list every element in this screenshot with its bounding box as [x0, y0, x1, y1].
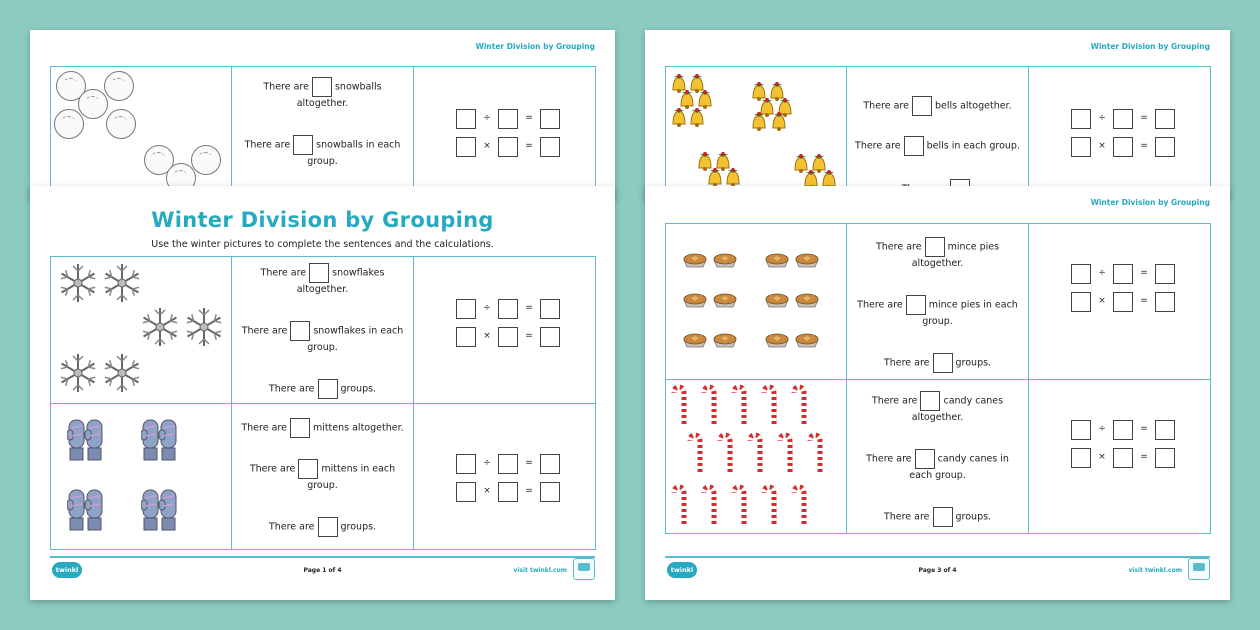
sentence-text: altogether.	[911, 258, 964, 269]
answer-box[interactable]	[912, 96, 932, 116]
mince-pie-icon	[764, 252, 790, 268]
sentence-text: mittens altogether.	[312, 422, 404, 434]
snowflake-icon	[56, 261, 100, 305]
equals-sign: =	[525, 331, 533, 341]
snowballs-sentences	[232, 67, 414, 200]
calc-box[interactable]	[1155, 264, 1175, 284]
candy-cane-icon	[730, 384, 750, 426]
sentence-text: altogether.	[296, 284, 349, 295]
answer-box[interactable]	[318, 517, 338, 537]
candy-cane-icon	[746, 432, 766, 474]
sentence-text: groups.	[955, 357, 992, 369]
footer-divider	[50, 556, 595, 558]
page-number: Page 1 of 4	[303, 567, 342, 574]
candy-canes-picture	[666, 380, 847, 533]
snowflake-icon	[56, 351, 100, 395]
divide-sign: ÷	[483, 303, 491, 313]
candy-cane-icon	[700, 384, 720, 426]
answer-box[interactable]	[298, 459, 318, 479]
calc-box[interactable]	[1155, 420, 1175, 440]
calc-box[interactable]	[1071, 292, 1091, 312]
worksheet-page-1	[30, 186, 615, 600]
bell-icon	[706, 167, 724, 187]
equals-sign: =	[525, 458, 533, 468]
mince-pie-icon	[712, 292, 738, 308]
calc-box[interactable]	[498, 299, 518, 319]
candy-cane-icon	[670, 384, 690, 426]
worksheet-table	[50, 66, 596, 200]
sentence-text: There are	[871, 395, 918, 407]
candy-cane-icon	[806, 432, 826, 474]
snowflake-icon	[100, 351, 144, 395]
mitten-icon	[67, 482, 103, 534]
answer-box[interactable]	[904, 136, 924, 156]
sentence-text: group.	[307, 480, 338, 491]
visit-link[interactable]: visit twinkl.com	[513, 567, 567, 574]
bell-icon	[770, 111, 788, 131]
snowflake-icon	[182, 305, 226, 349]
calc-box[interactable]	[1113, 292, 1133, 312]
mince-pie-icon	[764, 332, 790, 348]
candy-canes-calculations	[1029, 380, 1210, 533]
sentence-text: altogether.	[911, 412, 964, 423]
candy-cane-icon	[700, 484, 720, 526]
calc-box[interactable]	[1113, 137, 1133, 157]
sentence-text: There are	[241, 325, 288, 337]
calc-box[interactable]	[456, 482, 476, 502]
calc-box[interactable]	[1155, 137, 1175, 157]
snowball-icon	[191, 145, 221, 175]
mitten-icon	[141, 482, 177, 534]
equals-sign: =	[1140, 113, 1148, 123]
table-row-mince-pies	[666, 224, 1210, 379]
answer-box[interactable]	[309, 263, 329, 283]
sentence-text: candy canes	[943, 395, 1004, 407]
mince-pies-sentences	[847, 224, 1029, 379]
calc-box[interactable]	[1071, 264, 1091, 284]
sentence-text: There are	[260, 267, 307, 279]
twinkl-logo: twinkl	[667, 562, 697, 578]
multiply-sign: ×	[1098, 452, 1106, 462]
divide-sign: ÷	[1098, 113, 1106, 123]
worksheet-title: Winter Division by Grouping	[151, 208, 494, 232]
sentence-text: mince pies	[947, 241, 1000, 253]
equals-sign: =	[1140, 296, 1148, 306]
equals-sign: =	[1140, 424, 1148, 434]
page-header: Winter Division by Grouping	[1090, 42, 1210, 51]
mittens-calculations	[414, 404, 595, 549]
mince-pies-picture	[666, 224, 847, 379]
candy-cane-icon	[760, 484, 780, 526]
answer-box[interactable]	[318, 379, 338, 399]
bell-icon	[688, 107, 706, 127]
calc-box[interactable]	[1071, 448, 1091, 468]
qr-code-icon	[1188, 558, 1210, 580]
divide-sign: ÷	[483, 458, 491, 468]
sentence-text: There are	[863, 100, 909, 112]
twinkl-logo: twinkl	[52, 562, 82, 578]
calc-box[interactable]	[1113, 264, 1133, 284]
sentence-text: snowballs	[334, 81, 382, 93]
sentence-text: There are	[883, 511, 930, 523]
sentence-text: There are	[855, 140, 901, 152]
calc-box[interactable]	[498, 482, 518, 502]
mince-pie-icon	[712, 252, 738, 268]
sentence-text: snowflakes in each	[313, 325, 404, 337]
mitten-icon	[141, 412, 177, 464]
answer-box[interactable]	[290, 321, 310, 341]
sentence-text: bells in each group.	[926, 140, 1020, 152]
table-row-bells	[666, 67, 1210, 200]
bell-icon	[750, 111, 768, 131]
calc-box[interactable]	[540, 482, 560, 502]
sentence-text: groups.	[340, 383, 377, 395]
snowflakes-sentences	[232, 257, 414, 403]
mince-pie-icon	[794, 332, 820, 348]
calc-box[interactable]	[456, 299, 476, 319]
sentence-text: There are	[866, 453, 912, 465]
page-number: Page 3 of 4	[918, 567, 957, 574]
sentence-text: There are	[857, 299, 903, 311]
sentence-text: group.	[307, 156, 338, 167]
multiply-sign: ×	[1098, 141, 1106, 151]
sentence-text: altogether.	[296, 98, 349, 109]
calc-box[interactable]	[498, 109, 518, 129]
sentence-text: candy canes in	[937, 453, 1009, 465]
worksheet-table	[50, 256, 596, 550]
page-header: Winter Division by Grouping	[1090, 198, 1210, 207]
worksheet-page-3	[645, 186, 1230, 600]
bells-picture	[666, 67, 847, 200]
bell-icon	[678, 89, 696, 109]
mince-pie-icon	[682, 292, 708, 308]
equals-sign: =	[1140, 141, 1148, 151]
page-header: Winter Division by Grouping	[475, 42, 595, 51]
sentence-text: There are	[249, 463, 296, 475]
sentence-text: groups.	[340, 521, 377, 533]
worksheet-page-back-left	[30, 30, 615, 200]
candy-cane-icon	[670, 484, 690, 526]
table-row-snowballs	[51, 67, 595, 200]
divide-sign: ÷	[483, 113, 491, 123]
bells-calculations	[1029, 67, 1210, 200]
calc-box[interactable]	[1155, 292, 1175, 312]
multiply-sign: ×	[1098, 296, 1106, 306]
worksheet-page-back-right	[645, 30, 1230, 200]
sentence-text: There are	[263, 81, 309, 93]
calc-box[interactable]	[498, 327, 518, 347]
calc-box[interactable]	[456, 327, 476, 347]
mittens-sentences	[232, 404, 414, 549]
answer-box[interactable]	[920, 391, 940, 411]
snowball-icon	[78, 89, 108, 119]
sentence-text: group.	[307, 342, 338, 353]
worksheet-instructions: Use the winter pictures to complete the sentences and the calculations.	[151, 239, 494, 250]
calc-box[interactable]	[1113, 448, 1133, 468]
mince-pie-icon	[794, 292, 820, 308]
calc-box[interactable]	[540, 109, 560, 129]
mince-pie-icon	[764, 292, 790, 308]
calc-box[interactable]	[540, 137, 560, 157]
sentence-text: There are	[883, 357, 930, 369]
calc-box[interactable]	[1113, 420, 1133, 440]
candy-cane-icon	[790, 384, 810, 426]
answer-box[interactable]	[312, 77, 332, 97]
calc-box[interactable]	[498, 454, 518, 474]
answer-box[interactable]	[933, 507, 953, 527]
sentence-text: mittens in each	[321, 463, 396, 475]
calc-box[interactable]	[456, 137, 476, 157]
multiply-sign: ×	[483, 331, 491, 341]
sentence-text: There are	[244, 139, 291, 151]
bell-icon	[696, 89, 714, 109]
calc-box[interactable]	[1155, 448, 1175, 468]
answer-box[interactable]	[290, 418, 310, 438]
equals-sign: =	[525, 113, 533, 123]
table-row-snowflakes	[51, 257, 595, 403]
candy-cane-icon	[760, 384, 780, 426]
footer-divider	[665, 556, 1210, 558]
snowflake-icon	[138, 305, 182, 349]
calc-box[interactable]	[1155, 109, 1175, 129]
equals-sign: =	[1140, 268, 1148, 278]
sentence-text: bells altogether.	[934, 100, 1012, 112]
calc-box[interactable]	[456, 109, 476, 129]
worksheet-table	[665, 223, 1211, 534]
equals-sign: =	[525, 141, 533, 151]
table-row-candy-canes	[666, 379, 1210, 533]
multiply-sign: ×	[483, 486, 491, 496]
bell-icon	[724, 167, 742, 187]
bells-sentences	[847, 67, 1029, 200]
calc-box[interactable]	[1071, 420, 1091, 440]
snowball-icon	[54, 109, 84, 139]
calc-box[interactable]	[1071, 137, 1091, 157]
answer-box[interactable]	[915, 449, 935, 469]
sentence-text: group.	[922, 316, 953, 327]
equals-sign: =	[1140, 452, 1148, 462]
divide-sign: ÷	[1098, 268, 1106, 278]
candy-cane-icon	[790, 484, 810, 526]
sentence-text: mince pies in each	[928, 299, 1018, 311]
snowflake-icon	[100, 261, 144, 305]
candy-cane-icon	[686, 432, 706, 474]
calc-box[interactable]	[1113, 109, 1133, 129]
mittens-picture	[51, 404, 232, 549]
mince-pie-icon	[794, 252, 820, 268]
mince-pie-icon	[682, 332, 708, 348]
answer-box[interactable]	[933, 353, 953, 373]
calc-box[interactable]	[540, 299, 560, 319]
sentence-text: There are	[875, 241, 922, 253]
snowball-icon	[104, 71, 134, 101]
sentence-text: groups.	[955, 511, 992, 523]
table-row-mittens	[51, 403, 595, 549]
candy-cane-icon	[776, 432, 796, 474]
equals-sign: =	[525, 486, 533, 496]
divide-sign: ÷	[1098, 424, 1106, 434]
sentence-text: There are	[268, 521, 315, 533]
mitten-icon	[67, 412, 103, 464]
candy-cane-icon	[730, 484, 750, 526]
sentence-text: snowflakes	[332, 267, 385, 279]
bell-icon	[670, 107, 688, 127]
sentence-text: There are	[268, 383, 315, 395]
sentence-text: each group.	[909, 470, 966, 481]
snowballs-picture	[51, 67, 232, 200]
snowflakes-picture	[51, 257, 232, 403]
mince-pies-calculations	[1029, 224, 1210, 379]
answer-box[interactable]	[293, 135, 313, 155]
candy-cane-icon	[716, 432, 736, 474]
calc-box[interactable]	[540, 327, 560, 347]
sentence-text: There are	[241, 422, 287, 434]
qr-code-icon	[573, 558, 595, 580]
worksheet-table	[665, 66, 1211, 200]
snowflakes-calculations	[414, 257, 595, 403]
answer-box[interactable]	[925, 237, 945, 257]
calc-box[interactable]	[1071, 109, 1091, 129]
equals-sign: =	[525, 303, 533, 313]
snowball-icon	[106, 109, 136, 139]
mince-pie-icon	[682, 252, 708, 268]
visit-link[interactable]: visit twinkl.com	[1128, 567, 1182, 574]
multiply-sign: ×	[483, 141, 491, 151]
sentence-text: snowballs in each	[316, 139, 401, 151]
answer-box[interactable]	[906, 295, 926, 315]
mince-pie-icon	[712, 332, 738, 348]
calc-box[interactable]	[456, 454, 476, 474]
calc-box[interactable]	[498, 137, 518, 157]
candy-canes-sentences	[847, 380, 1029, 533]
calc-box[interactable]	[540, 454, 560, 474]
snowballs-calculations	[414, 67, 595, 200]
